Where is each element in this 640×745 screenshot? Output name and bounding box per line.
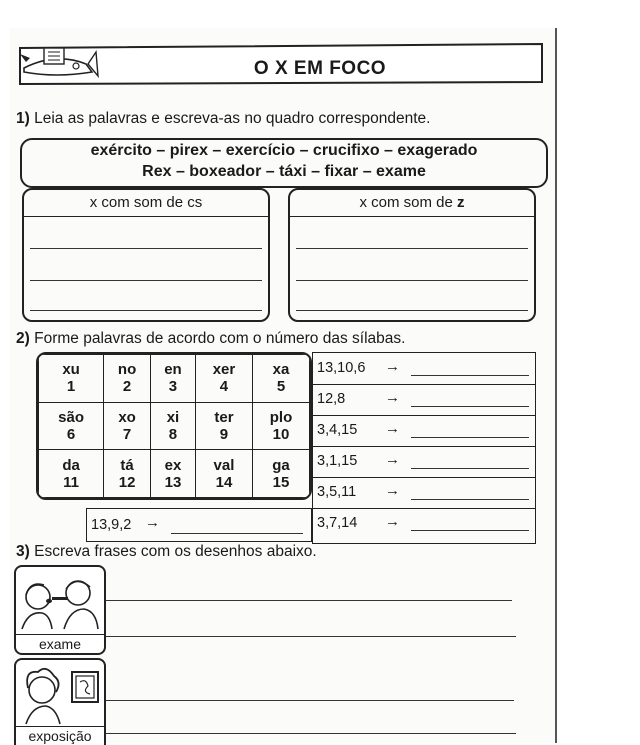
syllable-cell: ter 9 xyxy=(195,402,252,450)
word-list-box xyxy=(20,138,548,188)
arrow-icon: → xyxy=(385,513,400,530)
answer-blank[interactable] xyxy=(411,406,529,407)
writing-line[interactable] xyxy=(106,733,516,734)
q1-number: 1) xyxy=(16,110,30,127)
column-header-z-prefix: x com som de xyxy=(359,194,458,211)
word-list-line-2: Rex – boxeador – táxi – fixar – exame xyxy=(142,163,426,180)
syllable-cell: en 3 xyxy=(151,355,196,403)
q2-number: 2) xyxy=(16,330,30,347)
answer-line[interactable] xyxy=(30,280,262,281)
answer-line[interactable] xyxy=(296,280,528,281)
syllable-cell: xer 4 xyxy=(195,355,252,403)
arrow-icon: → xyxy=(385,420,400,437)
q2-text: Forme palavras de acordo com o número das sílabas. xyxy=(34,330,406,347)
column-header-z-letter: z xyxy=(457,194,465,211)
code-label: 3,1,15 xyxy=(317,453,358,469)
syllable-cell: plo 10 xyxy=(252,402,309,450)
column-box-z xyxy=(288,188,536,322)
syllable-cell: xo 7 xyxy=(104,402,151,450)
syllable-table xyxy=(36,352,312,500)
arrow-icon: → xyxy=(385,482,400,499)
answer-blank[interactable] xyxy=(411,530,529,531)
code-row xyxy=(313,353,535,385)
picture-caption: exame xyxy=(16,634,104,653)
extra-code-box xyxy=(86,508,312,542)
q1-instruction xyxy=(16,110,430,128)
syllable-cell: são 6 xyxy=(39,402,104,450)
code-row xyxy=(313,384,535,416)
writing-line[interactable] xyxy=(106,636,516,637)
arrow-icon: → xyxy=(385,451,400,468)
syllable-cell: no 2 xyxy=(104,355,151,403)
page-title: O X EM FOCO xyxy=(253,58,387,79)
q1-text: Leia as palavras e escreva-as no quadro correspondente. xyxy=(34,110,431,127)
code-label: 3,5,11 xyxy=(317,484,357,500)
arrow-icon: → xyxy=(385,389,400,406)
code-label: 13,10,6 xyxy=(317,360,366,376)
answer-line[interactable] xyxy=(296,248,528,249)
code-label: 3,4,15 xyxy=(317,422,358,438)
code-label: 12,8 xyxy=(317,391,346,407)
exhibition-icon xyxy=(16,660,104,726)
answer-blank[interactable] xyxy=(411,499,529,500)
code-row xyxy=(313,477,535,509)
writing-line[interactable] xyxy=(106,600,512,601)
column-header-cs: x com som de cs xyxy=(24,190,268,217)
code-row xyxy=(313,446,535,478)
syllable-cell: val 14 xyxy=(195,450,252,498)
answer-blank[interactable] xyxy=(411,375,529,376)
picture-exame xyxy=(14,565,106,655)
doctor-patient-icon xyxy=(16,567,104,633)
answer-line[interactable] xyxy=(296,310,528,311)
word-list-line-1: exército – pirex – exercício – crucifixo – exagerado xyxy=(90,142,478,159)
code-row xyxy=(313,508,535,539)
q3-instruction xyxy=(16,543,317,561)
column-header-z xyxy=(290,190,534,217)
syllable-cell: ex 13 xyxy=(151,450,196,498)
answer-line[interactable] xyxy=(30,248,262,249)
answer-code-table xyxy=(312,352,536,544)
syllable-cell: xa 5 xyxy=(252,355,309,403)
syllable-cell: tá 12 xyxy=(104,450,151,498)
code-row xyxy=(313,415,535,447)
syllable-cell: ga 15 xyxy=(252,450,309,498)
syllable-cell: da 11 xyxy=(39,450,104,498)
arrow-icon: → xyxy=(385,358,400,375)
q3-text: Escreva frases com os desenhos abaixo. xyxy=(34,543,317,560)
answer-blank[interactable] xyxy=(171,533,303,534)
syllable-cell: xu 1 xyxy=(39,355,104,403)
answer-line[interactable] xyxy=(30,310,262,311)
writing-line[interactable] xyxy=(106,700,514,701)
code-label: 3,7,14 xyxy=(317,515,358,531)
picture-caption: exposição xyxy=(16,726,104,745)
answer-blank[interactable] xyxy=(411,468,529,469)
picture-exposicao xyxy=(14,658,106,745)
arrow-icon: → xyxy=(145,514,160,531)
syllable-cell: xi 8 xyxy=(151,402,196,450)
q3-number: 3) xyxy=(16,543,30,560)
q2-instruction xyxy=(16,330,405,348)
answer-blank[interactable] xyxy=(411,437,529,438)
column-box-cs xyxy=(22,188,270,322)
code-label: 13,9,2 xyxy=(91,517,132,533)
